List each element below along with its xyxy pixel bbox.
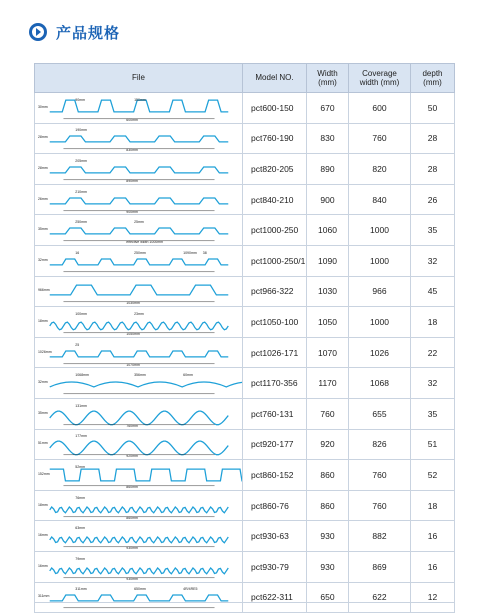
profile-drawing-cell bbox=[35, 398, 243, 429]
header-model: Model NO. bbox=[243, 64, 307, 93]
profile-drawing bbox=[36, 155, 242, 183]
dimension-label: 90mm bbox=[74, 97, 85, 102]
table-header-row bbox=[35, 64, 455, 93]
width-cell: 1050 bbox=[307, 307, 349, 338]
table-row bbox=[35, 276, 455, 307]
coverage-cell: 655 bbox=[349, 398, 411, 429]
dimension-label: 900mm bbox=[125, 209, 138, 214]
profile-line bbox=[49, 167, 228, 173]
table-row bbox=[35, 307, 455, 338]
profile-drawing bbox=[36, 124, 242, 152]
dimension-label: effective width 1000mm bbox=[125, 240, 163, 245]
dimension-label: 1090mm bbox=[182, 250, 197, 255]
depth-cell: 16 bbox=[411, 521, 455, 552]
dimension-label: 52mm bbox=[74, 465, 85, 470]
dimension-label: 920mm bbox=[125, 454, 138, 459]
profile-line bbox=[49, 228, 228, 234]
dimension-label: 205mm bbox=[74, 159, 87, 164]
dimension-label: 210mm bbox=[74, 189, 87, 194]
model-cell: pct600-150 bbox=[243, 93, 307, 124]
profile-drawing bbox=[36, 94, 242, 122]
dimension-label: 860mm bbox=[125, 515, 138, 520]
profile-drawing-cell bbox=[35, 337, 243, 368]
dimension-label: 1050mm bbox=[125, 332, 140, 336]
model-cell: pct920-177 bbox=[243, 429, 307, 460]
profile-drawing bbox=[36, 400, 242, 428]
profile-drawing-cell bbox=[35, 93, 243, 124]
coverage-cell: 760 bbox=[349, 123, 411, 154]
dimension-label: 60mm bbox=[182, 373, 193, 378]
table-row bbox=[35, 123, 455, 154]
model-cell: pct1026-171 bbox=[243, 337, 307, 368]
dimension-label: 930mm bbox=[125, 546, 138, 551]
profile-line bbox=[49, 568, 228, 574]
profile-drawing bbox=[36, 216, 242, 244]
model-cell: pct930-63 bbox=[243, 521, 307, 552]
table-row bbox=[35, 245, 455, 276]
width-cell: 1070 bbox=[307, 337, 349, 368]
dimension-label: 26mm bbox=[37, 196, 48, 201]
dimension-label: 830mm bbox=[125, 148, 138, 153]
dimension-label: 650mm bbox=[133, 587, 146, 592]
coverage-cell: 1000 bbox=[349, 215, 411, 246]
width-cell: 1030 bbox=[307, 276, 349, 307]
coverage-cell: 869 bbox=[349, 551, 411, 582]
coverage-cell: 760 bbox=[349, 460, 411, 491]
header-coverage: Coverage width (mm) bbox=[349, 64, 411, 93]
profile-line bbox=[49, 411, 228, 425]
dimension-label: 18mm bbox=[37, 318, 48, 323]
model-cell: pct820-205 bbox=[243, 154, 307, 185]
profile-drawing-cell bbox=[35, 490, 243, 521]
depth-cell: 18 bbox=[411, 307, 455, 338]
profile-drawing-cell bbox=[35, 307, 243, 338]
dimension-label: 311mm bbox=[74, 587, 87, 592]
model-cell: pct860-76 bbox=[243, 490, 307, 521]
model-cell: pct622-311 bbox=[243, 582, 307, 613]
dimension-label: 100mm bbox=[74, 312, 87, 317]
depth-cell: 52 bbox=[411, 460, 455, 491]
coverage-cell: 882 bbox=[349, 521, 411, 552]
width-cell: 670 bbox=[307, 93, 349, 124]
header-file: File bbox=[35, 64, 243, 93]
dimension-label: 1030mm bbox=[125, 301, 140, 306]
coverage-cell: 840 bbox=[349, 184, 411, 215]
header-depth: depth (mm) bbox=[411, 64, 455, 93]
table-row bbox=[35, 368, 455, 399]
dimension-label: 25mm bbox=[133, 220, 144, 225]
dimension-label: 311mm bbox=[37, 594, 49, 599]
table-row bbox=[35, 184, 455, 215]
table-row bbox=[35, 215, 455, 246]
dimension-label: 38 bbox=[202, 250, 207, 255]
depth-cell: 32 bbox=[411, 368, 455, 399]
profile-line bbox=[49, 382, 241, 387]
profile-line bbox=[49, 537, 228, 543]
profile-line bbox=[49, 259, 228, 265]
width-cell: 920 bbox=[307, 429, 349, 460]
profile-drawing bbox=[36, 277, 242, 305]
width-cell: 1090 bbox=[307, 245, 349, 276]
depth-cell: 16 bbox=[411, 551, 455, 582]
table-row bbox=[35, 582, 455, 613]
profile-line bbox=[49, 136, 228, 142]
model-cell: pct1170-356 bbox=[243, 368, 307, 399]
depth-cell: 12 bbox=[411, 582, 455, 613]
profile-line bbox=[49, 351, 228, 357]
dimension-label: 28mm bbox=[37, 165, 48, 170]
depth-cell: 18 bbox=[411, 490, 455, 521]
width-cell: 900 bbox=[307, 184, 349, 215]
dimension-label: 35mm bbox=[37, 410, 48, 415]
profile-line bbox=[49, 595, 228, 601]
profile-drawing bbox=[36, 583, 242, 611]
depth-cell: 22 bbox=[411, 337, 455, 368]
width-cell: 1060 bbox=[307, 215, 349, 246]
table-row bbox=[35, 490, 455, 521]
profile-drawing-cell bbox=[35, 245, 243, 276]
profile-line bbox=[49, 285, 228, 295]
profile-drawing bbox=[36, 492, 242, 520]
profile-drawing-cell bbox=[35, 582, 243, 613]
depth-cell: 32 bbox=[411, 245, 455, 276]
profile-line bbox=[49, 322, 228, 330]
dimension-label: 860mm bbox=[125, 485, 138, 489]
dimension-label: 4R/4RE5 bbox=[182, 587, 197, 592]
table-row bbox=[35, 398, 455, 429]
profile-drawing-cell bbox=[35, 276, 243, 307]
dimension-label: 177mm bbox=[74, 434, 87, 439]
dimension-label: 600mm bbox=[125, 118, 138, 122]
profile-drawing-cell bbox=[35, 551, 243, 582]
profile-drawing-cell bbox=[35, 184, 243, 215]
dimension-label: 79mm bbox=[74, 556, 85, 561]
coverage-cell: 622 bbox=[349, 582, 411, 613]
table-row bbox=[35, 154, 455, 185]
profile-drawing bbox=[36, 308, 242, 336]
coverage-cell: 966 bbox=[349, 276, 411, 307]
profile-drawing-cell bbox=[35, 154, 243, 185]
dimension-label: 760mm bbox=[125, 423, 138, 428]
dimension-label: 28mm bbox=[37, 135, 48, 140]
dimension-label: 18mm bbox=[37, 502, 48, 507]
profile-drawing bbox=[36, 369, 242, 397]
table-row bbox=[35, 460, 455, 491]
coverage-cell: 1026 bbox=[349, 337, 411, 368]
coverage-cell: 600 bbox=[349, 93, 411, 124]
profile-drawing bbox=[36, 247, 242, 275]
coverage-cell: 1068 bbox=[349, 368, 411, 399]
width-cell: 830 bbox=[307, 123, 349, 154]
width-cell: 760 bbox=[307, 398, 349, 429]
depth-cell: 51 bbox=[411, 429, 455, 460]
dimension-label: 51mm bbox=[37, 441, 48, 446]
depth-cell: 50 bbox=[411, 93, 455, 124]
model-cell: pct1000-250 bbox=[243, 215, 307, 246]
dimension-label: 356mm bbox=[133, 373, 146, 378]
header-width: Width (mm) bbox=[307, 64, 349, 93]
profile-line bbox=[49, 469, 241, 481]
profile-drawing bbox=[36, 430, 242, 458]
dimension-label: 25 bbox=[74, 342, 79, 347]
depth-cell: 26 bbox=[411, 184, 455, 215]
table-row bbox=[35, 551, 455, 582]
width-cell: 930 bbox=[307, 551, 349, 582]
bottom-rule bbox=[34, 602, 454, 603]
dimension-label: 930mm bbox=[125, 576, 138, 581]
profile-drawing-cell bbox=[35, 123, 243, 154]
model-cell: pct840-210 bbox=[243, 184, 307, 215]
model-cell: pct860-152 bbox=[243, 460, 307, 491]
model-cell: pct930-79 bbox=[243, 551, 307, 582]
dimension-label: 35mm bbox=[37, 227, 48, 232]
dimension-label: 30mm bbox=[37, 104, 48, 109]
dimension-label: 63mm bbox=[74, 526, 85, 531]
width-cell: 650 bbox=[307, 582, 349, 613]
circle-arrow-icon bbox=[28, 22, 48, 42]
dimension-label: 16mm bbox=[37, 563, 48, 568]
coverage-cell: 1000 bbox=[349, 307, 411, 338]
dimension-label: 250mm bbox=[133, 250, 146, 255]
dimension-label: 1068mm bbox=[74, 373, 89, 378]
profile-drawing-cell bbox=[35, 429, 243, 460]
dimension-label: 190mm bbox=[74, 128, 87, 133]
dimension-label: 32mm bbox=[37, 257, 48, 262]
profile-drawing-cell bbox=[35, 368, 243, 399]
width-cell: 930 bbox=[307, 521, 349, 552]
width-cell: 860 bbox=[307, 460, 349, 491]
profile-line bbox=[49, 507, 228, 513]
profile-drawing bbox=[36, 522, 242, 550]
dimension-label: 16 bbox=[74, 250, 79, 255]
dimension-label: 890mm bbox=[125, 179, 138, 183]
depth-cell: 28 bbox=[411, 154, 455, 185]
profile-drawing bbox=[36, 186, 242, 214]
dimension-label: 250mm bbox=[74, 220, 87, 225]
table-row bbox=[35, 93, 455, 124]
model-cell: pct760-131 bbox=[243, 398, 307, 429]
profile-line bbox=[49, 441, 228, 455]
table-row bbox=[35, 337, 455, 368]
dimension-label: 152mm bbox=[37, 471, 50, 476]
width-cell: 1170 bbox=[307, 368, 349, 399]
model-cell: pct1050-100 bbox=[243, 307, 307, 338]
profile-drawing-cell bbox=[35, 215, 243, 246]
profile-drawing bbox=[36, 339, 242, 367]
dimension-label: 1026mm bbox=[37, 349, 52, 354]
depth-cell: 35 bbox=[411, 215, 455, 246]
depth-cell: 35 bbox=[411, 398, 455, 429]
dimension-label: 32mm bbox=[37, 380, 48, 385]
profile-line bbox=[49, 198, 228, 204]
depth-cell: 45 bbox=[411, 276, 455, 307]
dimension-label: 16mm bbox=[37, 533, 48, 538]
dimension-label: 76mm bbox=[74, 495, 85, 500]
profile-drawing bbox=[36, 553, 242, 581]
depth-cell: 28 bbox=[411, 123, 455, 154]
dimension-label: 131mm bbox=[74, 403, 87, 408]
coverage-cell: 1000 bbox=[349, 245, 411, 276]
section-title: 产品规格 bbox=[56, 23, 121, 42]
model-cell: pct966-322 bbox=[243, 276, 307, 307]
model-cell: pct1000-250/1 bbox=[243, 245, 307, 276]
table-row bbox=[35, 429, 455, 460]
dimension-label: 1070mm bbox=[125, 362, 140, 367]
coverage-cell: 826 bbox=[349, 429, 411, 460]
dimension-label: 966mm bbox=[37, 288, 50, 293]
width-cell: 860 bbox=[307, 490, 349, 521]
model-cell: pct760-190 bbox=[243, 123, 307, 154]
dimension-label: 23mm bbox=[133, 312, 144, 317]
spec-table bbox=[34, 63, 455, 613]
coverage-cell: 820 bbox=[349, 154, 411, 185]
profile-drawing-cell bbox=[35, 521, 243, 552]
width-cell: 890 bbox=[307, 154, 349, 185]
dimension-label: 150mm bbox=[133, 97, 146, 102]
coverage-cell: 760 bbox=[349, 490, 411, 521]
section-header bbox=[28, 20, 120, 44]
profile-drawing-cell bbox=[35, 460, 243, 491]
profile-drawing bbox=[36, 461, 242, 489]
table-row bbox=[35, 521, 455, 552]
